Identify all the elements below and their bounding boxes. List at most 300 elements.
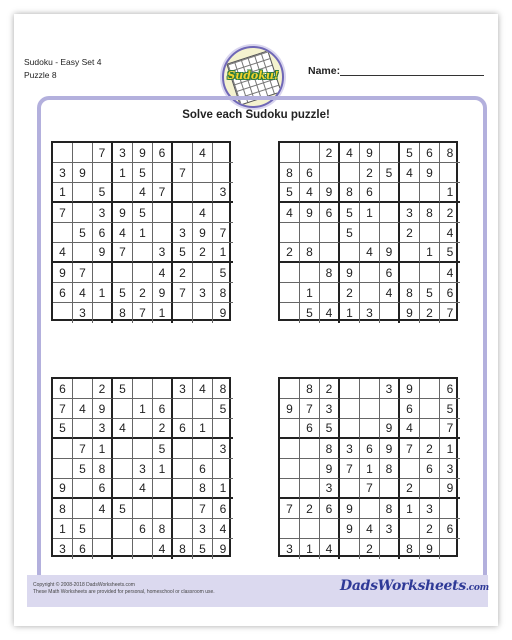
given-digit-cell: 1 xyxy=(440,183,460,203)
given-digit-cell: 9 xyxy=(193,223,213,243)
given-digit-cell: 4 xyxy=(193,143,213,163)
given-digit-cell: 9 xyxy=(133,143,153,163)
given-digit-cell: 5 xyxy=(73,519,93,539)
empty-cell[interactable] xyxy=(193,163,213,183)
given-digit-cell: 7 xyxy=(440,419,460,439)
empty-cell[interactable] xyxy=(320,163,340,183)
empty-cell[interactable] xyxy=(93,539,113,559)
empty-cell[interactable] xyxy=(213,459,233,479)
name-label: Name: xyxy=(308,65,341,77)
empty-cell[interactable] xyxy=(193,399,213,419)
empty-cell[interactable] xyxy=(113,459,133,479)
empty-cell[interactable] xyxy=(360,499,380,519)
given-digit-cell: 2 xyxy=(360,163,380,183)
empty-cell[interactable] xyxy=(380,203,400,223)
given-digit-cell: 4 xyxy=(133,183,153,203)
empty-cell[interactable] xyxy=(213,419,233,439)
empty-cell[interactable] xyxy=(73,203,93,223)
given-digit-cell: 7 xyxy=(53,399,73,419)
empty-cell[interactable] xyxy=(320,243,340,263)
given-digit-cell: 5 xyxy=(113,283,133,303)
given-digit-cell: 4 xyxy=(400,163,420,183)
given-digit-cell: 8 xyxy=(93,459,113,479)
given-digit-cell: 3 xyxy=(173,223,193,243)
given-digit-cell: 4 xyxy=(360,243,380,263)
given-digit-cell: 6 xyxy=(133,519,153,539)
empty-cell[interactable] xyxy=(340,379,360,399)
empty-cell[interactable] xyxy=(420,223,440,243)
given-digit-cell: 4 xyxy=(113,223,133,243)
empty-cell[interactable] xyxy=(340,163,360,183)
empty-cell[interactable] xyxy=(380,303,400,323)
given-digit-cell: 3 xyxy=(153,243,173,263)
sudoku-grid-3 xyxy=(51,377,231,557)
given-digit-cell: 7 xyxy=(173,283,193,303)
given-digit-cell: 7 xyxy=(360,479,380,499)
empty-cell[interactable] xyxy=(73,499,93,519)
given-digit-cell: 8 xyxy=(340,183,360,203)
given-digit-cell: 2 xyxy=(300,499,320,519)
empty-cell[interactable] xyxy=(380,539,400,559)
given-digit-cell: 4 xyxy=(440,223,460,243)
given-digit-cell: 5 xyxy=(133,163,153,183)
given-digit-cell: 5 xyxy=(400,143,420,163)
empty-cell[interactable] xyxy=(280,479,300,499)
empty-cell[interactable] xyxy=(53,143,73,163)
empty-cell[interactable] xyxy=(280,379,300,399)
given-digit-cell: 9 xyxy=(153,283,173,303)
given-digit-cell: 4 xyxy=(73,399,93,419)
given-digit-cell: 6 xyxy=(93,223,113,243)
given-digit-cell: 5 xyxy=(113,379,133,399)
empty-cell[interactable] xyxy=(300,263,320,283)
empty-cell[interactable] xyxy=(73,183,93,203)
given-digit-cell: 8 xyxy=(300,243,320,263)
empty-cell[interactable] xyxy=(400,519,420,539)
given-digit-cell: 5 xyxy=(213,399,233,419)
empty-cell[interactable] xyxy=(93,163,113,183)
given-digit-cell: 1 xyxy=(300,283,320,303)
given-digit-cell: 4 xyxy=(320,303,340,323)
given-digit-cell: 5 xyxy=(440,399,460,419)
given-digit-cell: 2 xyxy=(173,263,193,283)
empty-cell[interactable] xyxy=(173,143,193,163)
empty-cell[interactable] xyxy=(300,439,320,459)
given-digit-cell: 6 xyxy=(53,283,73,303)
empty-cell[interactable] xyxy=(133,263,153,283)
instructions-title: Solve each Sudoku puzzle! xyxy=(182,109,330,121)
given-digit-cell: 3 xyxy=(340,439,360,459)
empty-cell[interactable] xyxy=(73,243,93,263)
empty-cell[interactable] xyxy=(440,499,460,519)
empty-cell[interactable] xyxy=(193,183,213,203)
given-digit-cell: 5 xyxy=(73,459,93,479)
empty-cell[interactable] xyxy=(153,203,173,223)
empty-cell[interactable] xyxy=(280,519,300,539)
empty-cell[interactable] xyxy=(93,303,113,323)
empty-cell[interactable] xyxy=(113,519,133,539)
given-digit-cell: 8 xyxy=(153,519,173,539)
given-digit-cell: 2 xyxy=(320,379,340,399)
given-digit-cell: 3 xyxy=(400,203,420,223)
given-digit-cell: 4 xyxy=(380,283,400,303)
empty-cell[interactable] xyxy=(380,479,400,499)
given-digit-cell: 5 xyxy=(380,163,400,183)
given-digit-cell: 2 xyxy=(400,479,420,499)
empty-cell[interactable] xyxy=(153,499,173,519)
given-digit-cell: 1 xyxy=(360,459,380,479)
given-digit-cell: 6 xyxy=(440,519,460,539)
given-digit-cell: 9 xyxy=(300,203,320,223)
given-digit-cell: 6 xyxy=(360,439,380,459)
given-digit-cell: 6 xyxy=(440,379,460,399)
given-digit-cell: 9 xyxy=(73,163,93,183)
given-digit-cell: 9 xyxy=(320,459,340,479)
given-digit-cell: 3 xyxy=(193,519,213,539)
empty-cell[interactable] xyxy=(173,459,193,479)
given-digit-cell: 4 xyxy=(320,539,340,559)
empty-cell[interactable] xyxy=(340,243,360,263)
empty-cell[interactable] xyxy=(420,183,440,203)
empty-cell[interactable] xyxy=(173,439,193,459)
empty-cell[interactable] xyxy=(213,143,233,163)
copyright-line-2: These Math Worksheets are provided for personal, homeschool or classroom use. xyxy=(33,589,215,595)
given-digit-cell: 6 xyxy=(153,143,173,163)
given-digit-cell: 2 xyxy=(420,303,440,323)
given-digit-cell: 6 xyxy=(300,419,320,439)
given-digit-cell: 8 xyxy=(420,203,440,223)
given-digit-cell: 8 xyxy=(213,379,233,399)
given-digit-cell: 3 xyxy=(173,379,193,399)
given-digit-cell: 7 xyxy=(173,163,193,183)
given-digit-cell: 6 xyxy=(93,479,113,499)
given-digit-cell: 1 xyxy=(213,243,233,263)
given-digit-cell: 6 xyxy=(73,539,93,559)
empty-cell[interactable] xyxy=(300,143,320,163)
empty-cell[interactable] xyxy=(133,539,153,559)
given-digit-cell: 6 xyxy=(440,283,460,303)
given-digit-cell: 6 xyxy=(420,459,440,479)
empty-cell[interactable] xyxy=(113,539,133,559)
empty-cell[interactable] xyxy=(280,283,300,303)
empty-cell[interactable] xyxy=(153,223,173,243)
empty-cell[interactable] xyxy=(340,399,360,419)
given-digit-cell: 7 xyxy=(446,306,454,320)
given-digit-cell: 9 xyxy=(93,399,113,419)
given-digit-cell: 4 xyxy=(153,263,173,283)
puzzle-label: Puzzle 8 xyxy=(24,70,57,80)
given-digit-cell: 2 xyxy=(400,223,420,243)
given-digit-cell: 4 xyxy=(300,183,320,203)
given-digit-cell: 2 xyxy=(340,283,360,303)
given-digit-cell: 9 xyxy=(219,306,227,320)
given-digit-cell: 3 xyxy=(420,499,440,519)
sudoku-grid-1 xyxy=(51,141,231,321)
empty-cell[interactable] xyxy=(400,243,420,263)
given-digit-cell: 1 xyxy=(440,439,460,459)
given-digit-cell: 9 xyxy=(360,143,380,163)
empty-cell[interactable] xyxy=(73,479,93,499)
given-digit-cell: 1 xyxy=(153,303,173,323)
given-digit-cell: 3 xyxy=(133,459,153,479)
given-digit-cell: 7 xyxy=(213,223,233,243)
given-digit-cell: 3 xyxy=(53,163,73,183)
empty-cell[interactable] xyxy=(173,399,193,419)
given-digit-cell: 8 xyxy=(213,283,233,303)
empty-cell[interactable] xyxy=(360,379,380,399)
empty-cell[interactable] xyxy=(153,379,173,399)
given-digit-cell: 1 xyxy=(93,439,113,459)
empty-cell[interactable] xyxy=(320,519,340,539)
given-digit-cell: 7 xyxy=(73,263,93,283)
given-digit-cell: 2 xyxy=(320,143,340,163)
empty-cell[interactable] xyxy=(380,223,400,243)
empty-cell[interactable] xyxy=(280,263,300,283)
given-digit-cell: 1 xyxy=(113,163,133,183)
empty-cell[interactable] xyxy=(53,439,73,459)
empty-cell[interactable] xyxy=(133,379,153,399)
given-digit-cell: 9 xyxy=(280,399,300,419)
given-digit-cell: 8 xyxy=(173,539,193,559)
copyright-line-1: Copyright © 2008-2018 DadsWorksheets.com xyxy=(33,582,135,588)
given-digit-cell: 3 xyxy=(53,539,73,559)
brand-suffix: .com xyxy=(465,583,489,593)
given-digit-cell: 5 xyxy=(213,263,233,283)
given-digit-cell: 8 xyxy=(320,263,340,283)
given-digit-cell: 5 xyxy=(193,539,213,559)
given-digit-cell: 4 xyxy=(113,419,133,439)
given-digit-cell: 1 xyxy=(193,419,213,439)
empty-cell[interactable] xyxy=(173,183,193,203)
empty-cell[interactable] xyxy=(93,519,113,539)
given-digit-cell: 8 xyxy=(380,459,400,479)
empty-cell[interactable] xyxy=(153,479,173,499)
empty-cell[interactable] xyxy=(300,223,320,243)
name-write-line[interactable] xyxy=(340,75,484,76)
given-digit-cell: 8 xyxy=(440,143,460,163)
given-digit-cell: 2 xyxy=(360,539,380,559)
empty-cell[interactable] xyxy=(280,419,300,439)
empty-cell[interactable] xyxy=(360,223,380,243)
given-digit-cell: 4 xyxy=(280,203,300,223)
given-digit-cell: 9 xyxy=(420,539,440,559)
empty-cell[interactable] xyxy=(440,163,460,183)
given-digit-cell: 1 xyxy=(300,539,320,559)
empty-cell[interactable] xyxy=(113,263,133,283)
given-digit-cell: 2 xyxy=(420,439,440,459)
empty-cell[interactable] xyxy=(380,399,400,419)
given-digit-cell: 9 xyxy=(380,439,400,459)
empty-cell[interactable] xyxy=(53,223,73,243)
empty-cell[interactable] xyxy=(53,459,73,479)
given-digit-cell: 4 xyxy=(340,143,360,163)
given-digit-cell: 6 xyxy=(173,419,193,439)
given-digit-cell: 5 xyxy=(340,203,360,223)
given-digit-cell: 3 xyxy=(440,459,460,479)
given-digit-cell: 2 xyxy=(280,243,300,263)
empty-cell[interactable] xyxy=(360,263,380,283)
empty-cell[interactable] xyxy=(420,479,440,499)
given-digit-cell: 8 xyxy=(53,499,73,519)
empty-cell[interactable] xyxy=(133,499,153,519)
given-digit-cell: 7 xyxy=(153,183,173,203)
given-digit-cell: 5 xyxy=(320,419,340,439)
given-digit-cell: 3 xyxy=(113,143,133,163)
empty-cell[interactable] xyxy=(280,143,300,163)
given-digit-cell: 8 xyxy=(400,283,420,303)
empty-cell[interactable] xyxy=(280,439,300,459)
given-digit-cell: 1 xyxy=(420,243,440,263)
given-digit-cell: 9 xyxy=(340,519,360,539)
given-digit-cell: 4 xyxy=(213,519,233,539)
empty-cell[interactable] xyxy=(280,459,300,479)
given-digit-cell: 1 xyxy=(360,203,380,223)
given-digit-cell: 9 xyxy=(440,479,460,499)
given-digit-cell: 7 xyxy=(300,399,320,419)
given-digit-cell: 6 xyxy=(300,163,320,183)
empty-cell[interactable] xyxy=(93,263,113,283)
set-title: Sudoku - Easy Set 4 xyxy=(24,57,102,67)
empty-cell[interactable] xyxy=(300,479,320,499)
given-digit-cell: 9 xyxy=(420,163,440,183)
given-digit-cell: 9 xyxy=(400,379,420,399)
empty-cell[interactable] xyxy=(113,439,133,459)
given-digit-cell: 3 xyxy=(320,399,340,419)
empty-cell[interactable] xyxy=(320,283,340,303)
empty-cell[interactable] xyxy=(193,263,213,283)
given-digit-cell: 6 xyxy=(213,499,233,519)
empty-cell[interactable] xyxy=(173,479,193,499)
empty-cell[interactable] xyxy=(53,303,73,323)
given-digit-cell: 2 xyxy=(193,243,213,263)
given-digit-cell: 8 xyxy=(400,539,420,559)
empty-cell[interactable] xyxy=(280,223,300,243)
empty-cell[interactable] xyxy=(173,499,193,519)
given-digit-cell: 4 xyxy=(153,539,173,559)
empty-cell[interactable] xyxy=(73,379,93,399)
empty-cell[interactable] xyxy=(133,243,153,263)
given-digit-cell: 2 xyxy=(93,379,113,399)
given-digit-cell: 5 xyxy=(153,439,173,459)
given-digit-cell: 5 xyxy=(280,183,300,203)
empty-cell[interactable] xyxy=(420,419,440,439)
empty-cell[interactable] xyxy=(113,399,133,419)
given-digit-cell: 2 xyxy=(420,519,440,539)
empty-cell[interactable] xyxy=(400,459,420,479)
brand-logo xyxy=(340,578,489,594)
empty-cell[interactable] xyxy=(73,419,93,439)
empty-cell[interactable] xyxy=(400,183,420,203)
given-digit-cell: 7 xyxy=(133,303,153,323)
empty-cell[interactable] xyxy=(440,539,460,559)
empty-cell[interactable] xyxy=(340,419,360,439)
empty-cell[interactable] xyxy=(320,223,340,243)
given-digit-cell: 9 xyxy=(340,499,360,519)
empty-cell[interactable] xyxy=(113,479,133,499)
given-digit-cell: 1 xyxy=(93,283,113,303)
given-digit-cell: 4 xyxy=(53,243,73,263)
given-digit-cell: 9 xyxy=(93,243,113,263)
empty-cell[interactable] xyxy=(153,163,173,183)
given-digit-cell: 5 xyxy=(133,203,153,223)
brand-name: DadsWorksheets xyxy=(340,578,466,594)
empty-cell[interactable] xyxy=(173,203,193,223)
given-digit-cell: 1 xyxy=(213,479,233,499)
given-digit-cell: 8 xyxy=(193,479,213,499)
empty-cell[interactable] xyxy=(213,203,233,223)
given-digit-cell: 5 xyxy=(53,419,73,439)
given-digit-cell: 4 xyxy=(440,263,460,283)
empty-cell[interactable] xyxy=(420,263,440,283)
empty-cell[interactable] xyxy=(193,303,213,323)
given-digit-cell: 4 xyxy=(400,419,420,439)
empty-cell[interactable] xyxy=(280,303,300,323)
given-digit-cell: 1 xyxy=(153,459,173,479)
given-digit-cell: 5 xyxy=(173,243,193,263)
given-digit-cell: 1 xyxy=(400,499,420,519)
given-digit-cell: 3 xyxy=(320,479,340,499)
empty-cell[interactable] xyxy=(400,263,420,283)
given-digit-cell: 3 xyxy=(193,283,213,303)
empty-cell[interactable] xyxy=(173,519,193,539)
given-digit-cell: 6 xyxy=(193,459,213,479)
given-digit-cell: 4 xyxy=(133,479,153,499)
given-digit-cell: 3 xyxy=(93,203,113,223)
given-digit-cell: 9 xyxy=(400,303,420,323)
empty-cell[interactable] xyxy=(420,399,440,419)
given-digit-cell: 7 xyxy=(400,439,420,459)
given-digit-cell: 8 xyxy=(300,379,320,399)
empty-cell[interactable] xyxy=(173,303,193,323)
sudoku-grid-2 xyxy=(278,141,458,321)
given-digit-cell: 7 xyxy=(53,203,73,223)
given-digit-cell: 9 xyxy=(113,203,133,223)
given-digit-cell: 3 xyxy=(73,303,93,323)
given-digit-cell: 8 xyxy=(320,439,340,459)
empty-cell[interactable] xyxy=(380,183,400,203)
given-digit-cell: 4 xyxy=(360,519,380,539)
given-digit-cell: 4 xyxy=(193,379,213,399)
given-digit-cell: 4 xyxy=(73,283,93,303)
empty-cell[interactable] xyxy=(360,283,380,303)
given-digit-cell: 5 xyxy=(340,223,360,243)
given-digit-cell: 9 xyxy=(320,183,340,203)
given-digit-cell: 3 xyxy=(280,539,300,559)
empty-cell[interactable] xyxy=(300,519,320,539)
empty-cell[interactable] xyxy=(113,183,133,203)
empty-cell[interactable] xyxy=(133,419,153,439)
empty-cell[interactable] xyxy=(73,143,93,163)
empty-cell[interactable] xyxy=(193,439,213,459)
empty-cell[interactable] xyxy=(213,163,233,183)
empty-cell[interactable] xyxy=(360,399,380,419)
given-digit-cell: 1 xyxy=(340,303,360,323)
given-digit-cell: 5 xyxy=(440,243,460,263)
empty-cell[interactable] xyxy=(380,143,400,163)
empty-cell[interactable] xyxy=(340,539,360,559)
empty-cell[interactable] xyxy=(420,379,440,399)
empty-cell[interactable] xyxy=(300,459,320,479)
empty-cell[interactable] xyxy=(360,419,380,439)
empty-cell[interactable] xyxy=(340,479,360,499)
given-digit-cell: 3 xyxy=(380,519,400,539)
empty-cell[interactable] xyxy=(133,439,153,459)
sudoku-grid-4 xyxy=(278,377,458,557)
given-digit-cell: 5 xyxy=(73,223,93,243)
given-digit-cell: 6 xyxy=(320,499,340,519)
given-digit-cell: 6 xyxy=(380,263,400,283)
given-digit-cell: 3 xyxy=(93,419,113,439)
